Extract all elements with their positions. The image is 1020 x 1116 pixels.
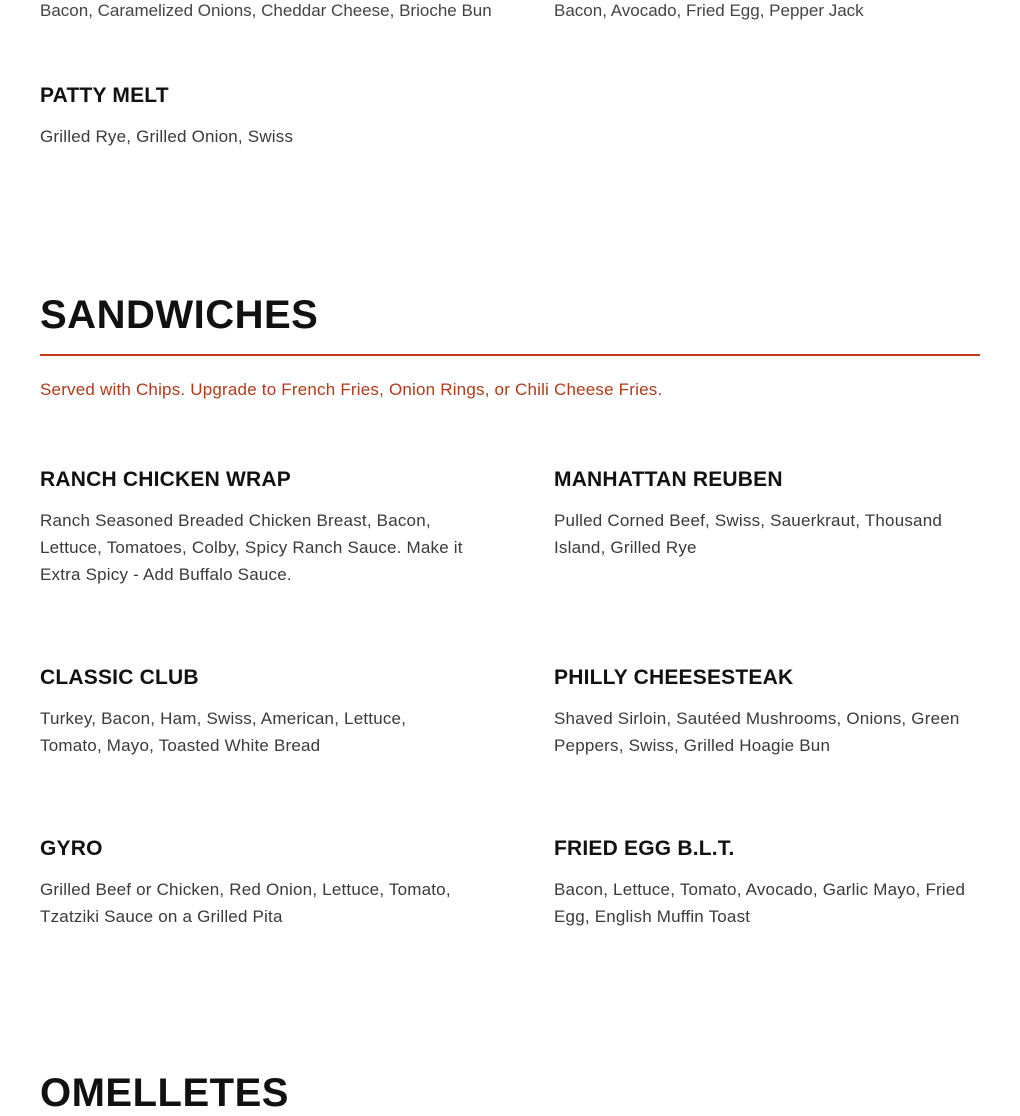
menu-item-title: GYRO	[40, 837, 103, 860]
menu-item-ranch-chicken-wrap	[40, 467, 465, 588]
menu-item-title: FRIED EGG B.L.T.	[554, 837, 735, 860]
menu-item-title: PHILLY CHEESESTEAK	[554, 666, 794, 689]
previous-item-description-left: Bacon, Caramelized Onions, Cheddar Cheese, Brioche Bun	[40, 1, 492, 20]
menu-item-manhattan-reuben	[554, 467, 979, 561]
menu-item-title: MANHATTAN REUBEN	[554, 468, 783, 491]
section-title-omelettes: OMELLETES	[40, 1071, 289, 1115]
menu-item-classic-club	[40, 665, 465, 759]
menu-item-philly-cheesesteak	[554, 665, 979, 759]
section-title-sandwiches: SANDWICHES	[40, 293, 319, 337]
menu-item-title: PATTY MELT	[40, 84, 169, 107]
menu-item-title: CLASSIC CLUB	[40, 666, 199, 689]
section-note: Served with Chips. Upgrade to French Fries, Onion Rings, or Chili Cheese Fries.	[40, 380, 663, 399]
menu-item-description: Turkey, Bacon, Ham, Swiss, American, Lettuce, Tomato, Mayo, Toasted White Bread	[40, 709, 407, 755]
menu-item-description: Pulled Corned Beef, Swiss, Sauerkraut, Thousand Island, Grilled Rye	[554, 511, 943, 557]
previous-item-description-right: Bacon, Avocado, Fried Egg, Pepper Jack	[554, 1, 864, 20]
menu-item-description: Grilled Rye, Grilled Onion, Swiss	[40, 127, 294, 146]
menu-item-fried-egg-blt	[554, 836, 979, 930]
menu-item-patty-melt	[40, 83, 465, 150]
menu-item-description: Ranch Seasoned Breaded Chicken Breast, Bacon, Lettuce, Tomatoes, Colby, Spicy Ranch Sauce. Make it Extra Spicy - Add Buffalo Sauce.	[40, 511, 463, 584]
section-divider	[40, 354, 980, 356]
menu-item-description: Grilled Beef or Chicken, Red Onion, Lettuce, Tomato, Tzatziki Sauce on a Grilled Pita	[40, 880, 451, 926]
menu-item-description: Bacon, Lettuce, Tomato, Avocado, Garlic Mayo, Fried Egg, English Muffin Toast	[554, 880, 966, 926]
menu-item-gyro	[40, 836, 465, 930]
menu-item-description: Shaved Sirloin, Sautéed Mushrooms, Onions, Green Peppers, Swiss, Grilled Hoagie Bun	[554, 709, 960, 755]
menu-item-title: RANCH CHICKEN WRAP	[40, 468, 291, 491]
